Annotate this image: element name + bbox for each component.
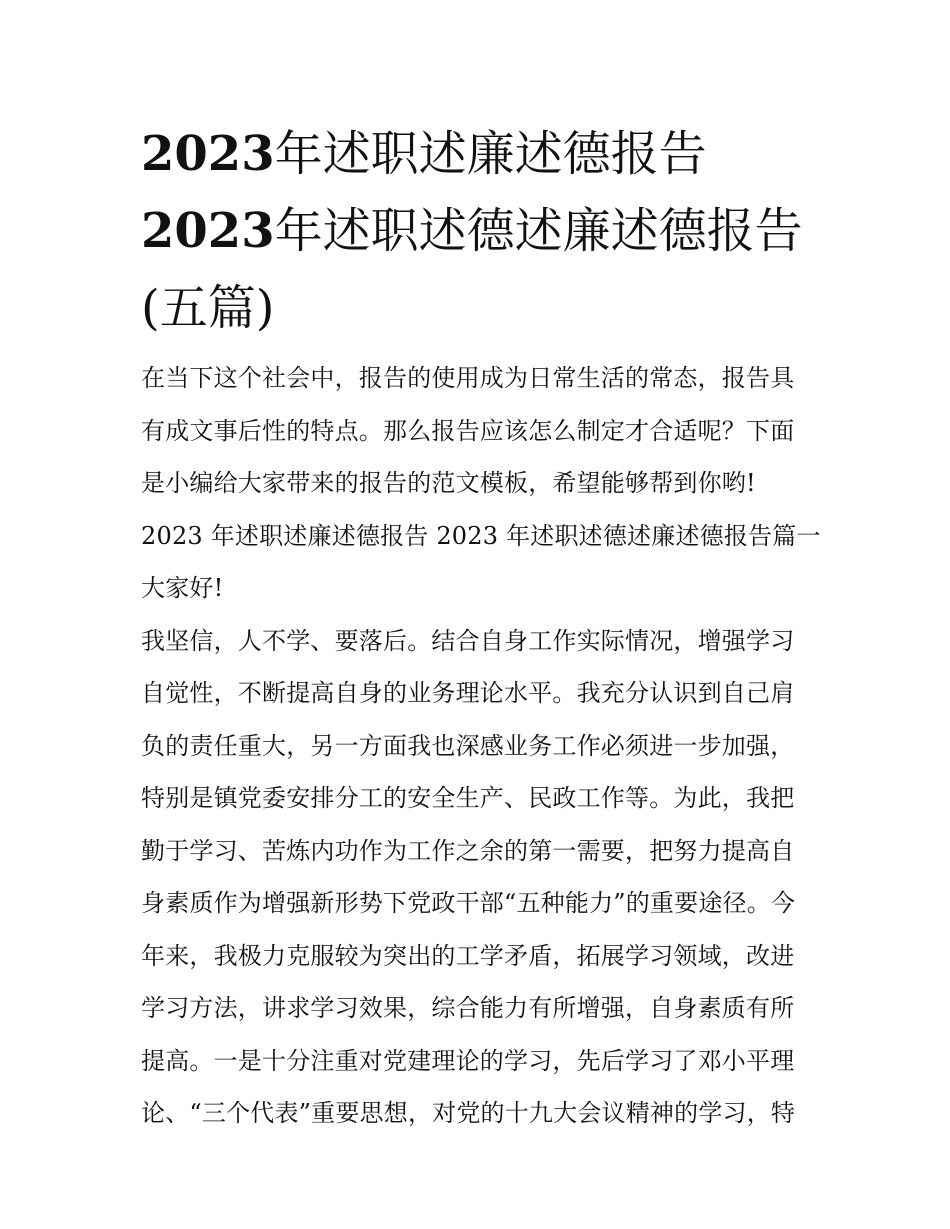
title-year: 2023 <box>141 126 275 182</box>
body-line: 提高。一是十分注重对党建理论的学习，先后学习了邓小平理 <box>141 1046 795 1075</box>
body-line: 自觉性，不断提高自身的业务理论水平。我充分认识到自己肩 <box>141 679 795 707</box>
body-line: 勤于学习、苦炼内功作为工作之余的第一需要，把努力提高自 <box>141 836 795 865</box>
document-page <box>141 116 821 1140</box>
title-line-3 <box>141 270 821 347</box>
title-text: (五篇) <box>141 280 275 336</box>
body-line: 身素质作为增强新形势下党政干部“五种能力”的重要途径。今 <box>141 889 796 917</box>
title-line-1 <box>141 116 821 193</box>
document-title <box>141 116 821 347</box>
title-year: 2023 <box>141 203 275 259</box>
body-line: 大家好! <box>141 574 224 602</box>
body-line: 特别是镇党委安排分工的安全生产、民政工作等。为此，我把 <box>141 784 795 812</box>
title-text: 年述职述德述廉述德报告 <box>274 203 803 259</box>
title-text: 年述职述廉述德报告 <box>274 126 707 182</box>
body-line: 论、“三个代表”重要思想，对党的十九大会议精神的学习，特 <box>141 1099 796 1127</box>
body-line: 我坚信，人不学、要落后。结合自身工作实际情况，增强学习 <box>141 626 795 655</box>
body-line: 负的责任重大，另一方面我也深感业务工作必须进一步加强， <box>141 731 795 760</box>
body-line: 在当下这个社会中，报告的使用成为日常生活的常态，报告具 <box>141 364 795 392</box>
title-line-2 <box>141 193 821 270</box>
body-line: 学习方法，讲求学习效果，综合能力有所增强，自身素质有所 <box>141 994 795 1022</box>
body-line: 有成文事后性的特点。那么报告应该怎么制定才合适呢？下面 <box>141 416 795 445</box>
document-body <box>141 352 821 1140</box>
body-line: 年来，我极力克服较为突出的工学矛盾，拓展学习领域，改进 <box>141 941 795 970</box>
body-line: 是小编给大家带来的报告的范文模板，希望能够帮到你哟! <box>141 469 756 497</box>
body-line: 2023 年述职述廉述德报告 2023 年述职述德述廉述德报告篇一 <box>141 521 821 550</box>
